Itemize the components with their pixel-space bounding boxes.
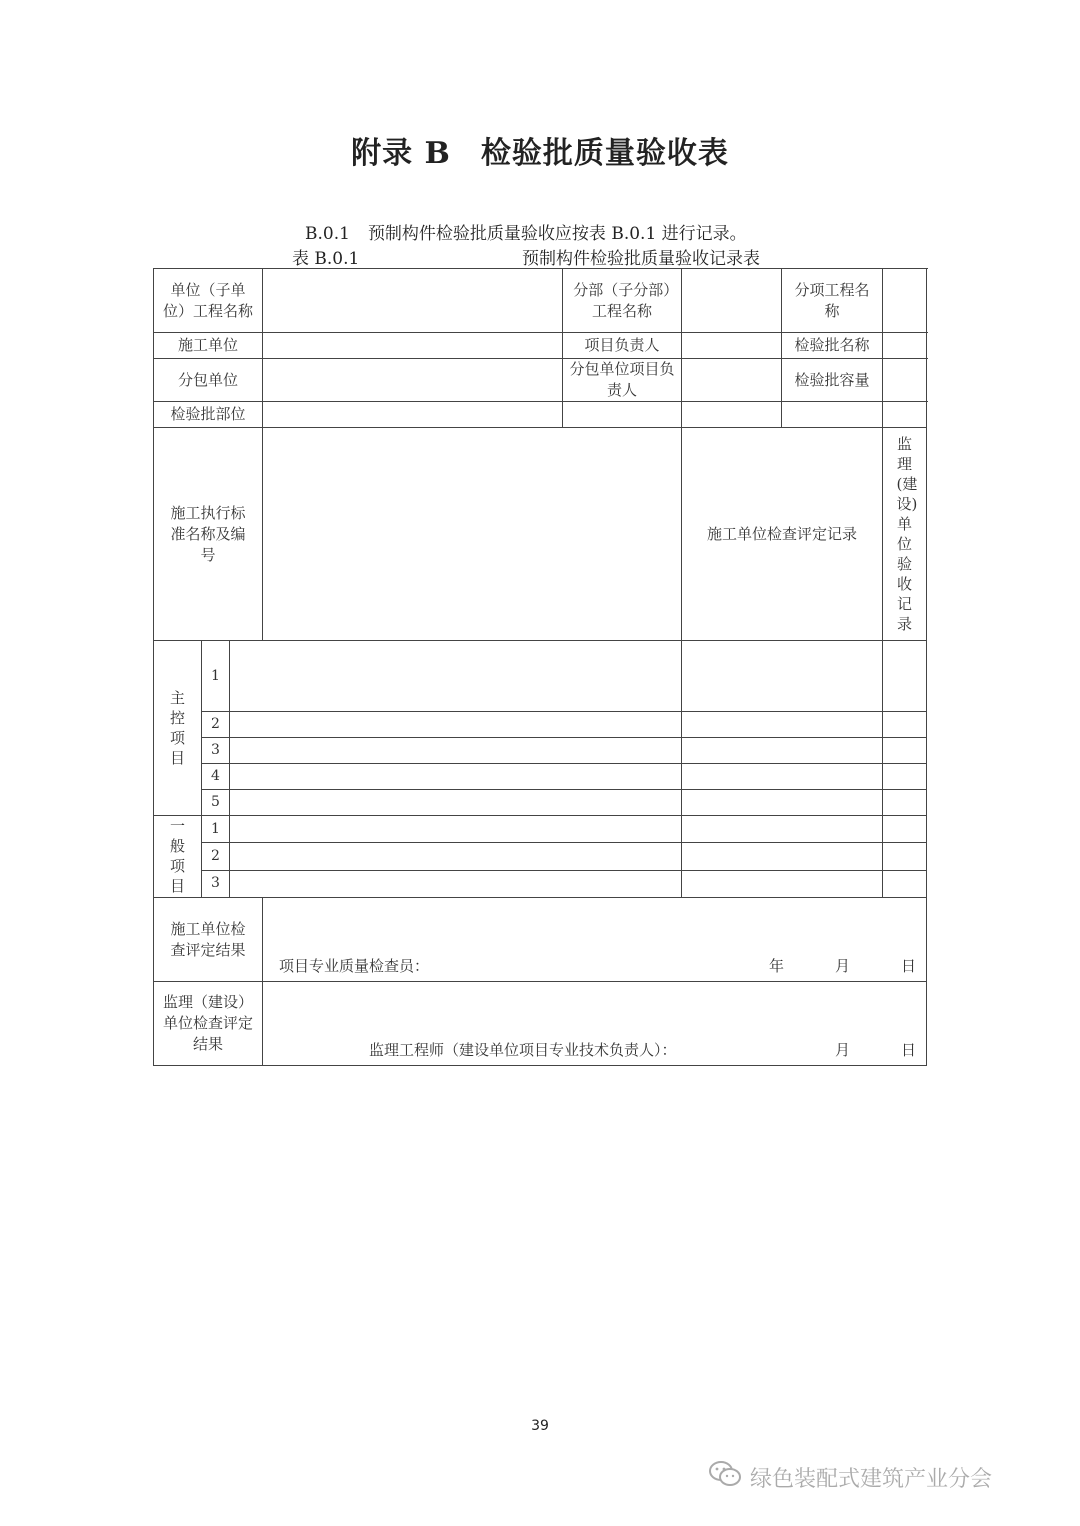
table-number: 表 B.0.1	[292, 249, 360, 269]
batch-capacity-label: 检验批容量	[782, 359, 883, 402]
main-contractor-record-4[interactable]	[682, 764, 883, 790]
watermark-text: 绿色装配式建筑产业分会	[750, 1466, 993, 1492]
batch-location-label: 检验批部位	[154, 402, 263, 428]
appendix-title	[0, 128, 1080, 172]
main-item-5[interactable]	[230, 790, 682, 816]
table-row	[154, 428, 927, 641]
batch-capacity-value[interactable]	[883, 359, 927, 402]
table-row	[154, 738, 927, 764]
main-control-text: 主控项目	[169, 688, 185, 767]
subcontractor-label: 分包单位	[154, 359, 263, 402]
general-row-number: 1	[202, 816, 230, 843]
general-item-2[interactable]	[230, 843, 682, 870]
general-contractor-record-1[interactable]	[682, 816, 883, 843]
appendix-label: 附录 B	[351, 136, 451, 171]
table-row	[154, 712, 927, 738]
main-item-1[interactable]	[230, 641, 682, 712]
table-caption: 预制构件检验批质量验收记录表	[522, 249, 760, 269]
table-row	[154, 402, 927, 428]
table-row	[154, 269, 927, 333]
wechat-icon	[708, 1460, 742, 1494]
project-manager-value[interactable]	[682, 333, 782, 359]
day-label: 日	[901, 1041, 917, 1059]
general-supervisor-record-2[interactable]	[883, 843, 927, 870]
supervisor-result-label: 监理（建设）单位检查评定结果	[154, 982, 263, 1066]
subcontractor-value[interactable]	[263, 359, 563, 402]
month-label: 月	[835, 957, 851, 975]
year-label: 年	[769, 957, 785, 975]
engineer-label: 监理工程师（建设单位项目专业技术负责人）：	[369, 1041, 677, 1059]
general-row-number: 2	[202, 843, 230, 870]
batch-location-blank-3[interactable]	[782, 402, 883, 428]
contractor-value[interactable]	[263, 333, 563, 359]
general-contractor-record-2[interactable]	[682, 843, 883, 870]
supervisor-result-value[interactable]	[263, 982, 927, 1066]
main-row-number: 2	[202, 712, 230, 738]
table-row	[154, 898, 927, 982]
general-item-1[interactable]	[230, 816, 682, 843]
table-row	[154, 359, 927, 402]
general-supervisor-record-3[interactable]	[883, 870, 927, 897]
inspection-record-table	[153, 268, 927, 1066]
main-row-number: 4	[202, 764, 230, 790]
contractor-record-header: 施工单位检查评定记录	[682, 428, 883, 641]
standard-label: 施工执行标准名称及编号	[154, 428, 263, 641]
general-contractor-record-3[interactable]	[682, 870, 883, 897]
main-row-number: 5	[202, 790, 230, 816]
batch-location-value[interactable]	[263, 402, 563, 428]
main-item-2[interactable]	[230, 712, 682, 738]
contractor-label: 施工单位	[154, 333, 263, 359]
batch-location-blank-2[interactable]	[682, 402, 782, 428]
project-manager-label: 项目负责人	[563, 333, 682, 359]
table-row	[154, 843, 927, 870]
main-contractor-record-3[interactable]	[682, 738, 883, 764]
main-row-number: 3	[202, 738, 230, 764]
day-label: 日	[901, 957, 917, 975]
sub-manager-label: 分包单位项目负责人	[563, 359, 682, 402]
table-row	[154, 764, 927, 790]
batch-location-blank-1[interactable]	[563, 402, 682, 428]
watermark	[708, 1460, 992, 1494]
main-contractor-record-2[interactable]	[682, 712, 883, 738]
batch-name-label: 检验批名称	[782, 333, 883, 359]
table-row	[154, 870, 927, 897]
main-contractor-record-1[interactable]	[682, 641, 883, 712]
division-project-label: 分部（子分部）工程名称	[563, 269, 682, 333]
main-control-label	[154, 641, 202, 816]
clause-text: 预制构件检验批质量验收应按表 B.0.1 进行记录。	[367, 224, 747, 244]
main-supervisor-record-2[interactable]	[883, 712, 927, 738]
general-text: 一般项目	[169, 817, 185, 895]
clause-line	[305, 219, 747, 244]
table-row	[154, 816, 927, 843]
supervisor-record-header	[883, 428, 927, 641]
clause-number: B.0.1	[305, 224, 350, 244]
table-row	[154, 790, 927, 816]
unit-project-label: 单位（子单位）工程名称	[154, 269, 263, 333]
main-supervisor-record-4[interactable]	[883, 764, 927, 790]
division-project-value[interactable]	[682, 269, 782, 333]
page-number: 39	[531, 1418, 549, 1434]
main-item-3[interactable]	[230, 738, 682, 764]
sub-manager-value[interactable]	[682, 359, 782, 402]
subitem-project-value[interactable]	[883, 269, 927, 333]
subitem-project-label: 分项工程名称	[782, 269, 883, 333]
general-label	[154, 816, 202, 898]
table-row	[154, 982, 927, 1066]
main-supervisor-record-1[interactable]	[883, 641, 927, 712]
batch-location-blank-4[interactable]	[883, 402, 927, 428]
table-row	[154, 641, 927, 712]
unit-project-value[interactable]	[263, 269, 563, 333]
inspector-label: 项目专业质量检查员：	[279, 957, 430, 975]
batch-name-value[interactable]	[883, 333, 927, 359]
table-row	[154, 333, 927, 359]
main-contractor-record-5[interactable]	[682, 790, 883, 816]
general-item-3[interactable]	[230, 870, 682, 897]
month-label: 月	[835, 1041, 851, 1059]
appendix-heading: 检验批质量验收表	[480, 136, 729, 171]
contractor-result-label: 施工单位检查评定结果	[154, 898, 263, 982]
supervisor-record-text: 监理(建设)单位验收记录	[896, 434, 918, 633]
main-supervisor-record-5[interactable]	[883, 790, 927, 816]
main-supervisor-record-3[interactable]	[883, 738, 927, 764]
standard-value[interactable]	[263, 428, 682, 641]
general-supervisor-record-1[interactable]	[883, 816, 927, 843]
main-row-number: 1	[202, 641, 230, 712]
contractor-result-value[interactable]	[263, 898, 927, 982]
general-row-number: 3	[202, 870, 230, 897]
main-item-4[interactable]	[230, 764, 682, 790]
